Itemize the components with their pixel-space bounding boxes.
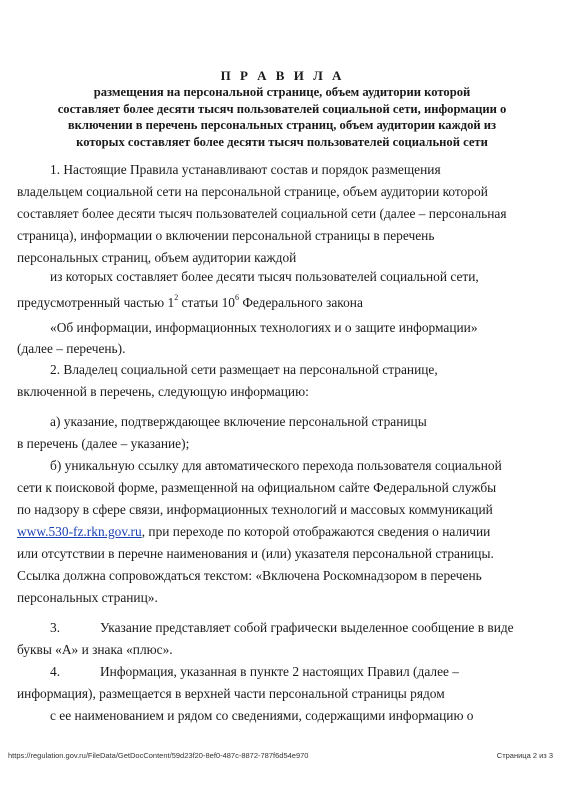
text-line: буквы «А» и знака «плюс». xyxy=(17,642,173,657)
text-line: из которых составляет более десяти тысяч пользователей социальной сети, xyxy=(50,269,479,284)
text-line: «Об информации, информационных технологиях и о защите информации» xyxy=(50,320,478,335)
text-line: или отсутствии в перечне наименования и (или) указателя персональной страницы. xyxy=(17,546,494,561)
text-line: по надзору в сфере связи, информационных технологий и массовых коммуникаций xyxy=(17,502,493,517)
text-line: б) уникальную ссылку для автоматического перехода пользователя социальной xyxy=(50,458,502,473)
item-number: 4. xyxy=(50,664,61,679)
text-line: 1. Настоящие Правила устанавливают состав и порядок размещения xyxy=(50,162,441,177)
text-line: информация), размещается в верхней части персональной страницы рядом xyxy=(17,686,445,701)
text-line xyxy=(17,295,363,311)
item-number: 3. xyxy=(50,620,61,635)
text-segment: Федерального закона xyxy=(238,295,363,310)
text-line: персональных страниц, объем аудитории каждой xyxy=(17,250,297,265)
text-line: (далее – перечень). xyxy=(17,341,126,356)
text-line: включенной в перечень, следующую информацию: xyxy=(17,384,309,399)
document-subtitle xyxy=(22,84,542,150)
text-line: составляет более десяти тысяч пользователей социальной сети (далее – персональная xyxy=(17,206,507,221)
text-segment: статьи 10 xyxy=(178,295,235,310)
text-line: владельцем социальной сети на персональной странице, объем аудитории которой xyxy=(17,184,488,199)
subtitle-line: размещения на персональной странице, объем аудитории которой xyxy=(93,85,471,99)
text-line: в перечень (далее – указание); xyxy=(17,436,190,451)
rkn-site-link[interactable]: www.530-fz.rkn.gov.ru xyxy=(17,524,142,539)
subtitle-line: составляет более десяти тысяч пользователей социальной сети, информации о xyxy=(57,101,507,116)
text-line: 2. Владелец социальной сети размещает на персональной странице, xyxy=(50,362,438,377)
subtitle-line: включении в перечень персональных страниц, объем аудитории каждой из xyxy=(67,118,497,132)
text-line: а) указание, подтверждающее включение персональной страницы xyxy=(50,414,427,429)
text-line: страница), информации о включении персональной страницы в перечень xyxy=(17,228,435,243)
text-line: Указание представляет собой графически выделенное сообщение в виде xyxy=(100,620,514,635)
footer-url: https://regulation.gov.ru/FileData/GetDocContent/59d23f20-8ef0-487c-8872-787f6d54e970 xyxy=(8,751,309,760)
subtitle-line: которых составляет более десяти тысяч пользователей социальной сети xyxy=(76,134,488,149)
text-segment: , при переходе по которой отображаются сведения о наличии xyxy=(141,524,491,539)
text-line: Информация, указанная в пункте 2 настоящих Правил (далее – xyxy=(100,664,460,679)
text-line: с ее наименованием и рядом со сведениями, содержащими информацию о xyxy=(50,708,474,723)
text-line: сети к поисковой форме, размещенной на официальном сайте Федеральной службы xyxy=(17,480,497,495)
text-line: Ссылка должна сопровождаться текстом: «Включена Роскомнадзором в перечень xyxy=(17,568,482,583)
text-line xyxy=(17,524,490,540)
document-title: П Р А В И Л А xyxy=(220,68,345,83)
text-segment: предусмотренный частью 1 xyxy=(17,295,175,310)
page-number: Страница 2 из 3 xyxy=(496,751,553,760)
superscript: 2 xyxy=(174,293,179,302)
text-line: персональных страниц». xyxy=(17,590,158,605)
superscript: 6 xyxy=(234,293,239,302)
